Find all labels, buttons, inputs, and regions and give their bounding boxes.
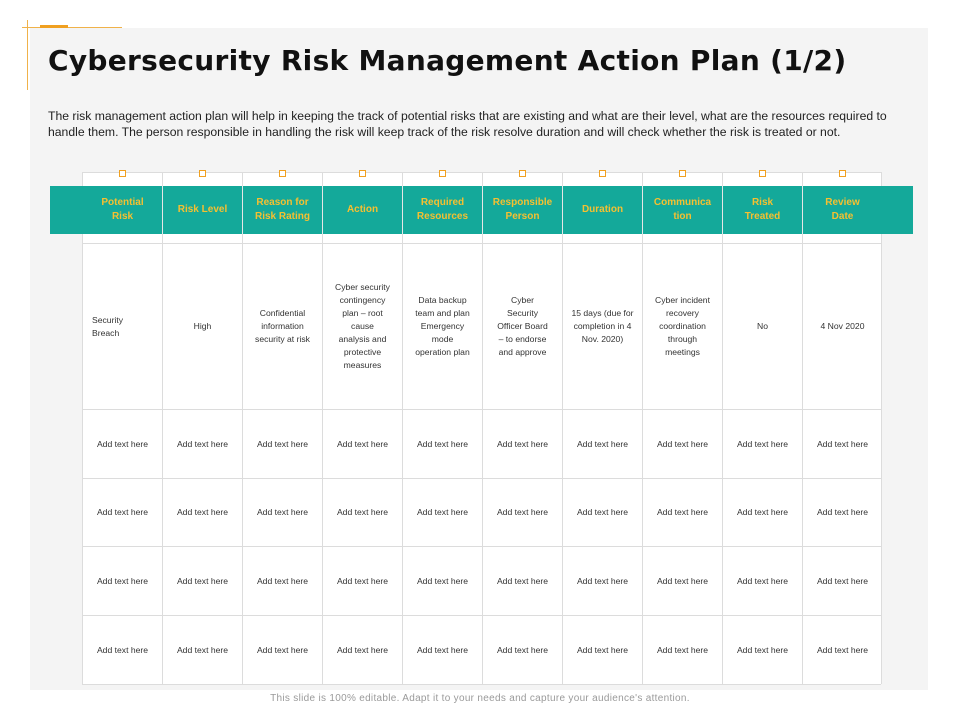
table-cell: Add text here	[176, 507, 229, 517]
column-marker	[839, 170, 846, 177]
column-header: Risk Treated	[744, 197, 781, 222]
table-cell: Add text here	[96, 644, 149, 655]
table-cell: Add text here	[576, 438, 629, 449]
column-header: Action	[346, 204, 379, 215]
column-marker	[519, 170, 526, 177]
table-cell: Add text here	[416, 575, 469, 586]
table-cell: Cyber Security Officer Board – to endorse and approve	[497, 295, 548, 357]
table-cell: Add text here	[496, 644, 549, 655]
table-cell: Add text here	[336, 644, 389, 655]
table-cell: Add text here	[656, 575, 709, 586]
table-cell: Add text here	[176, 438, 229, 449]
table-cell: Add text here	[816, 644, 869, 655]
table-cell: Add text here	[96, 438, 149, 449]
column-marker	[119, 170, 126, 177]
table-cell: Add text here	[496, 438, 549, 449]
table-cell: Add text here	[416, 644, 469, 655]
table-cell: 15 days (due for completion in 4 Nov. 2020)	[571, 308, 634, 344]
grid-line	[82, 684, 881, 685]
table-cell: Add text here	[816, 507, 869, 517]
table-cell: Add text here	[336, 575, 389, 586]
column-header: Duration	[581, 204, 624, 215]
table-cell: Add text here	[656, 438, 709, 449]
table-cell: Add text here	[736, 575, 789, 586]
table-cell: Add text here	[656, 644, 709, 655]
column-marker	[439, 170, 446, 177]
column-marker	[199, 170, 206, 177]
column-header: Reason for Risk Rating	[254, 197, 310, 222]
table-cell: No	[757, 321, 768, 331]
table-cell: Add text here	[336, 507, 389, 517]
column-header: Risk Level	[177, 204, 228, 215]
table-cell: 4 Nov 2020	[820, 321, 865, 331]
description-text: The risk management action plan will help in keeping the track of potential risks that are existing and what are their level, what are the resources required to handle them. The person responsible in handling the risk will keep track of the risk resolve duration and will check whether the risk is treated or not.	[48, 109, 887, 139]
column-marker	[599, 170, 606, 177]
decorative-line	[22, 27, 122, 28]
table-cell: Add text here	[176, 644, 229, 655]
column-header: Communica tion	[653, 197, 712, 222]
table-cell: Add text here	[416, 507, 469, 517]
column-header: Potential Risk	[101, 197, 144, 222]
table-cell: Add text here	[96, 575, 149, 586]
table-cell: Add text here	[496, 507, 549, 517]
table-cell: Add text here	[336, 438, 389, 449]
table-cell: Data backup team and plan Emergency mode operation plan	[415, 295, 470, 357]
decorative-line	[27, 20, 28, 90]
table-cell: Add text here	[576, 644, 629, 655]
column-header: Responsible Person	[492, 197, 553, 222]
table-cell: Add text here	[736, 507, 789, 517]
table-cell: Add text here	[256, 438, 309, 449]
column-header: Review Date	[825, 197, 860, 222]
column-header: Required Resources	[416, 197, 469, 222]
table-cell: Add text here	[496, 575, 549, 586]
table-cell: High	[193, 321, 212, 331]
table-cell: Add text here	[736, 438, 789, 449]
table-cell: Security Breach	[92, 314, 124, 338]
table-cell: Add text here	[416, 438, 469, 449]
table-cell: Add text here	[576, 507, 629, 517]
accent-bar	[40, 25, 68, 28]
table-cell: Add text here	[736, 644, 789, 655]
table-cell: Add text here	[256, 644, 309, 655]
column-marker	[759, 170, 766, 177]
table-cell: Cyber security contingency plan – root cause analysis and protective measures	[335, 282, 390, 370]
table-cell: Add text here	[176, 575, 229, 586]
footer-note: This slide is 100% editable. Adapt it to your needs and capture your audience's attention.	[270, 693, 690, 704]
table-cell: Add text here	[96, 507, 149, 517]
table-cell: Add text here	[256, 507, 309, 517]
table-cell: Add text here	[816, 438, 869, 449]
column-marker	[359, 170, 366, 177]
column-marker	[279, 170, 286, 177]
table-cell: Add text here	[256, 575, 309, 586]
column-marker	[679, 170, 686, 177]
table-cell: Confidential information security at risk	[255, 308, 310, 344]
table-cell: Add text here	[576, 575, 629, 586]
table-cell: Add text here	[656, 507, 709, 517]
page-title: Cybersecurity Risk Management Action Plan (1/2)	[48, 44, 847, 77]
table-cell: Cyber incident recovery coordination through meetings	[655, 295, 710, 357]
table-cell: Add text here	[816, 575, 869, 586]
